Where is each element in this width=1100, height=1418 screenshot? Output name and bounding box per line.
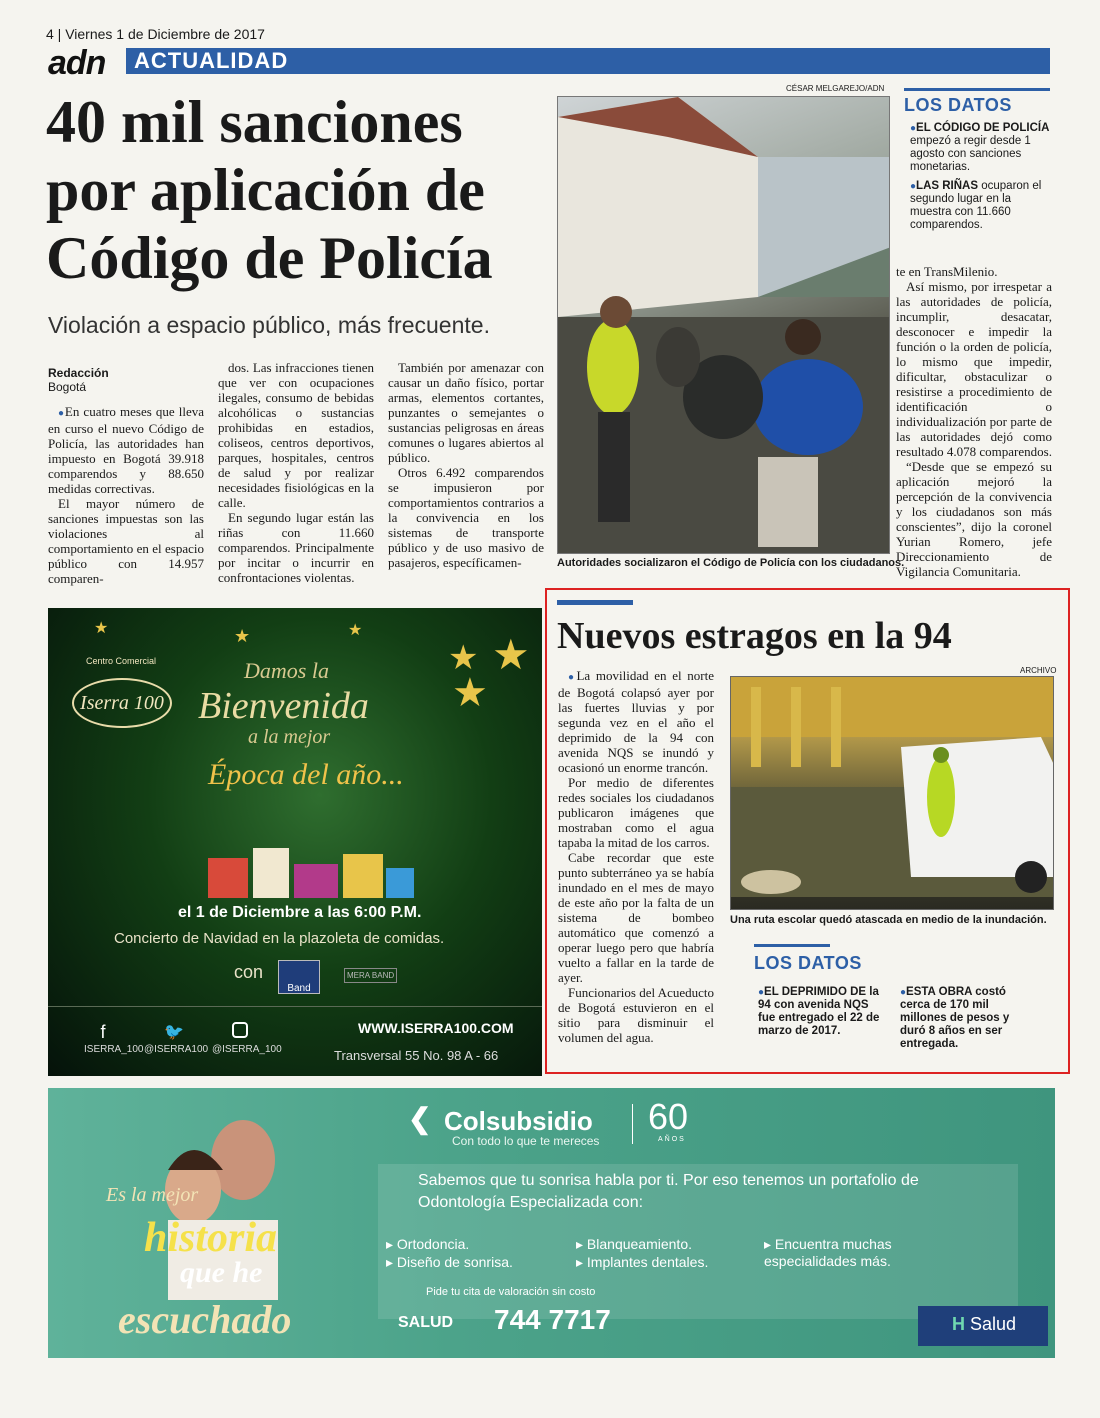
photo-caption: Autoridades socializaron el Código de Policía con los ciudadanos. [557, 557, 905, 569]
police-scene [558, 97, 890, 554]
iserra-logo: Iserra 100 [72, 678, 172, 728]
iserra-web[interactable]: WWW.ISERRA100.COM [358, 1020, 514, 1036]
lema-1: Es la mejor [106, 1184, 199, 1206]
colsubsidio-tagline: Con todo lo que te mereces [452, 1134, 600, 1148]
instagram-icon[interactable] [232, 1022, 248, 1038]
section-band: ACTUALIDAD [126, 48, 1050, 74]
datos2-item-1 [758, 986, 886, 1038]
social-twitter: @ISERRA100 [144, 1044, 209, 1055]
datos2-item-2-text: costó cerca de 170 mil millones de pesos y duró 8 años en ser entregada. [900, 986, 1010, 1050]
main-col3-p2: Otros 6.492 comparendos se impusieron por comportamientos contrarios a la convivencia en los sistemas de transporte público y de uso masivo de pasajeros, específicamen- [388, 465, 544, 570]
star-icon: ★ [94, 620, 109, 637]
datos2-item-2-lead: ESTA OBRA [906, 986, 973, 998]
star-icon: ★ [492, 631, 530, 678]
flood-photo [730, 676, 1054, 910]
mera-band: MERA BAND [344, 968, 397, 983]
cita-text: Pide tu cita de valoración sin costo [426, 1286, 596, 1298]
datos-divider [904, 88, 1050, 91]
story2-headline: Nuevos estragos en la 94 [557, 615, 952, 657]
story2-column [558, 668, 714, 1045]
service-3: ▸ Blanqueamiento. [576, 1236, 692, 1252]
datos-item-1-text: empezó a regir desde 1 agosto con sanciones monetarias. [910, 135, 1031, 173]
datos-item-2 [904, 180, 1050, 232]
datos-item-1 [904, 122, 1050, 174]
service-4-label: Implantes dentales. [586, 1254, 709, 1270]
service-3-label: Blanqueamiento. [586, 1236, 692, 1252]
datos2-item-2 [900, 986, 1028, 1051]
adn-logo: adn [48, 44, 106, 82]
story2-p1: ● La movilidad en el norte de Bogotá colapsó ayer por las fuertes lluvias y por segunda vez en el año el deprimido de la 94 con avenida NQS se inundó y ocasionó un enorme trancón. [558, 668, 714, 775]
lema-3: que he [180, 1256, 263, 1289]
story2-p3: Cabe recordar que este punto subterráneo ya se había inundado en el mes de mayo de este año por la falta de un sistema de bombeo automático que comenzó a operar luego pero que habría vuelto a fallar en la tarde de ayer. [558, 850, 714, 985]
datos-item-2-lead: LAS RIÑAS [916, 180, 979, 192]
ad-divider [48, 1006, 542, 1007]
service-1: ▸ Ortodoncia. [386, 1236, 470, 1252]
salud-logo [918, 1306, 1048, 1346]
byline-name: Redacción [48, 366, 109, 380]
anos-label: AÑOS [658, 1136, 686, 1143]
star-icon: ★ [448, 639, 479, 677]
main-subhead: Violación a espacio público, más frecuente. [48, 312, 490, 338]
datos2-divider [754, 944, 830, 947]
photo-credit: CÉSAR MELGAREJO/ADN [786, 84, 885, 93]
main-column-3 [388, 360, 544, 570]
star-icon: ★ [348, 622, 363, 639]
service-2-label: Diseño de sonrisa. [396, 1254, 513, 1270]
story2-top-bar [557, 600, 633, 605]
story2-photo-caption: Una ruta escolar quedó atascada en medio de la inundación. [730, 914, 1047, 926]
datos2-item-1-text: la 94 con avenida NQS fue entregado el 22 de marzo de 2017. [758, 986, 880, 1037]
datos2-title: LOS DATOS [754, 953, 862, 973]
main-col4-p2: Así mismo, por irrespetar a las autoridades de policía, incumplir, desacatar, desconocer e impedir la función o la orden de policía, lo mismo que impedir, dificultar, obstaculizar o resistirse a procedimiento de identificación o individualización por parte de las autoridades dejó como resultado 4.078 comparendos. [896, 279, 1052, 459]
service-2: ▸ Diseño de sonrisa. [386, 1254, 513, 1270]
main-col1-p1: ● En cuatro meses que lleva en curso el nuevo Código de Policía, las autoridades han impuesto en Bogotá 39.918 comparendos y 88.650 medidas correctivas. [48, 404, 204, 496]
service-5-label: Encuentra muchas especialidades más. [764, 1236, 892, 1269]
service-5: ▸ Encuentra muchas especialidades más. [764, 1236, 892, 1269]
logo-divider [632, 1104, 633, 1144]
datos-title: LOS DATOS [904, 95, 1012, 115]
event-date: el 1 de Diciembre a las 6:00 P.M. [178, 904, 422, 921]
main-col2-p1: dos. Las infracciones tienen que ver con ocupaciones ilegales, consumo de bebidas alcohólicas o sustancias prohibidas en estadios, coliseos, centros deportivos, parques, hospitales, centros de salud y por realizar necesidades fisiológicas en la calle. [218, 360, 374, 510]
datos-item-1-lead: EL CÓDIGO DE POLICÍA [916, 122, 1049, 134]
gifts-image [198, 828, 418, 908]
service-4: ▸ Implantes dentales. [576, 1254, 709, 1270]
iserra-ad [48, 608, 542, 1076]
police-photo [557, 96, 890, 554]
con-label: con [234, 962, 264, 982]
ad-line-1: Damos la [244, 658, 329, 683]
star-icon: ★ [234, 626, 251, 646]
datos-box-2 [754, 944, 1054, 974]
byline-city: Bogotá [48, 380, 87, 394]
main-col4-p3: “Desde que se empezó su aplicación mejoró la percepción de la convivencia y los ciudadanos son más conscientes”, dijo la coronel Yurian Romero, jefe Direccionamiento de Vigilancia Comunitaria. [896, 459, 1052, 579]
colsubsidio-logo-icon: ❮ [408, 1103, 432, 1134]
facebook-icon[interactable]: f [100, 1022, 106, 1042]
salud-label: SALUD [398, 1314, 454, 1331]
event-concert: Concierto de Navidad en la plazoleta de comidas. [114, 930, 445, 947]
ad-line-4: Época del año... [208, 758, 404, 791]
main-headline: 40 mil sanciones por aplicación de Código de Policía [46, 89, 493, 291]
ad-line-3: a la mejor [248, 726, 331, 748]
colsubsidio-brand: Colsubsidio [444, 1106, 593, 1136]
lema-2: historia [144, 1215, 278, 1261]
main-col3-p1: También por amenazar con causar un daño físico, portar armas, elementos cortantes, punzantes o semejantes o sustancias peligrosas en áreas comunes o lugares abiertos al público. [388, 360, 544, 465]
phone-number[interactable]: 744 7717 [494, 1304, 611, 1335]
flood-scene [731, 677, 1054, 910]
datos-box-1 [904, 88, 1050, 232]
salud-h-icon: H [952, 1314, 965, 1334]
social-facebook: ISERRA_100 [84, 1044, 144, 1055]
twitter-icon[interactable]: 🐦 [164, 1024, 184, 1041]
story2-p2: Por medio de diferentes redes sociales los ciudadanos publicaron imágenes que mostraban como el agua tapaba la mitad de los carros. [558, 775, 714, 850]
info-text: Sabemos que tu sonrisa habla por ti. Por eso tenemos un portafolio de Odontología Especializada con: [418, 1172, 919, 1211]
main-col2-p2: En segundo lugar están las riñas con 11.660 comparendos. Principalmente por incitar o incurrir en confrontaciones violentas. [218, 510, 374, 585]
datos2-item-1-lead: EL DEPRIMIDO DE [764, 986, 867, 998]
social-instagram: @ISERRA_100 [212, 1044, 282, 1055]
main-column-4 [896, 264, 1052, 579]
main-column-1 [48, 404, 204, 586]
iserra-address: Transversal 55 No. 98 A - 66 [334, 1048, 499, 1063]
story2-photo-credit: ARCHIVO [1020, 666, 1057, 675]
gifts-icon [198, 828, 418, 908]
ad-line-2: Bienvenida [198, 685, 369, 727]
band-logo: Band [278, 960, 320, 994]
main-column-2 [218, 360, 374, 585]
salud-logo-text: Salud [970, 1314, 1017, 1334]
service-1-label: Ortodoncia. [396, 1236, 470, 1252]
story2-p4: Funcionarios del Acueducto de Bogotá estuvieron en el sitio para disminuir el volumen del agua. [558, 985, 714, 1045]
iserra-centro: Centro Comercial [86, 656, 157, 666]
main-col1-p2: El mayor número de sanciones impuestas son las violaciones al comportamiento en el espacio público con 14.957 comparen- [48, 496, 204, 586]
lema-4: escuchado [118, 1297, 292, 1342]
datos-item-2-text: ocuparon el segundo lugar en la muestra con 11.660 comparendos. [910, 180, 1042, 231]
date-line: 4 | Viernes 1 de Diciembre de 2017 [46, 26, 265, 42]
star-icon: ★ [452, 671, 488, 715]
main-col4-p1: te en TransMilenio. [896, 264, 998, 279]
anos-number: 60 [648, 1096, 689, 1137]
colsubsidio-ad [48, 1088, 1055, 1358]
